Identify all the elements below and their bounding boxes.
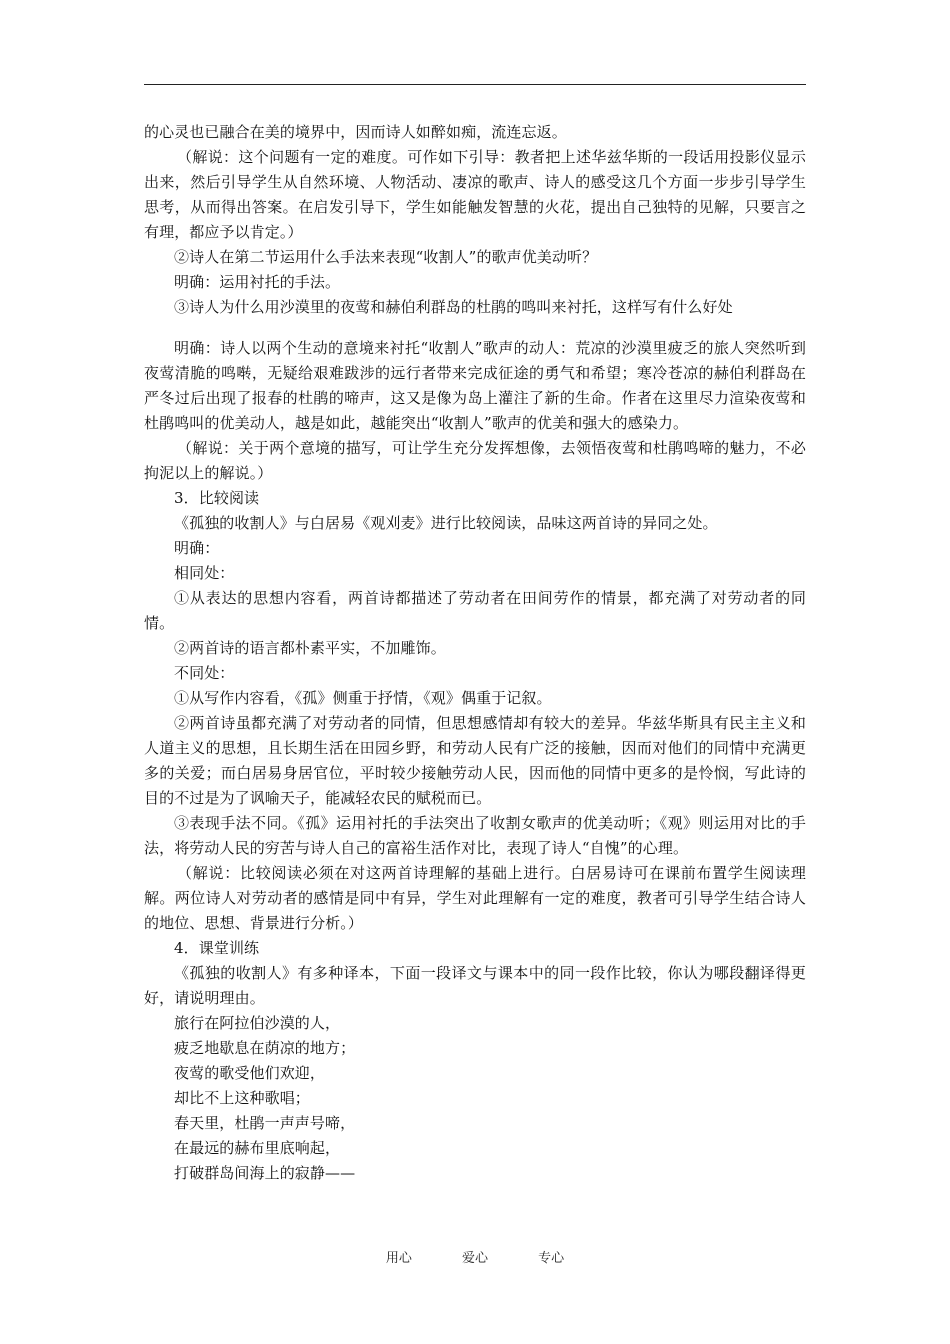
section-heading-4: 4．课堂训练 xyxy=(174,939,260,957)
poem-line: 疲乏地歇息在荫凉的地方； xyxy=(174,1039,356,1057)
differences-label: 不同处： xyxy=(174,664,235,682)
header-rule xyxy=(144,84,806,85)
footer-text: 专心 xyxy=(538,1251,565,1266)
poem-line: 夜莺的歌受他们欢迎， xyxy=(174,1064,326,1082)
paragraph-continuation: 的心灵也已融合在美的境界中，因而诗人如醉如痴，流连忘返。 xyxy=(144,123,567,141)
question-3: ③诗人为什么用沙漠里的夜莺和赫伯利群岛的杜鹃的鸣叫来衬托，这样写有什么好处 xyxy=(174,298,733,316)
explanation-note: （解说：关于两个意境的描写，可让学生充分发挥想像，去领悟夜莺和杜鹃鸣啼的魅力，不必拘泥以上的解说。） xyxy=(144,439,806,482)
explanation-note: （解说：这个问题有一定的难度。可作如下引导：教者把上述华兹华斯的一段话用投影仪显示出来，然后引导学生从自然环境、人物活动、凄凉的歌声、诗人的感受这几个方面一步步引导学生思考，从而得出答案。在启发引导下，学生如能触发智慧的火花，提出自己独特的见解，只要言之有理，都应予以肯定。） xyxy=(144,148,806,241)
comparison-task: 《孤独的收割人》与白居易《观刈麦》进行比较阅读，品味这两首诗的异同之处。 xyxy=(174,514,718,532)
footer-text: 爱心 xyxy=(461,1251,488,1266)
answer-3: 明确：诗人以两个生动的意境来衬托“收割人”歌声的动人：荒凉的沙漠里疲乏的旅人突然听到夜莺清脆的鸣啭，无疑给艰难跋涉的远行者带来完成征途的勇气和希望；寒冷苍凉的赫伯利群岛在严冬过后出现了报春的杜鹃的啼声，这又是像为岛上灌注了新的生命。作者在这里尽力渲染夜莺和杜鹃鸣叫的优美动人，越是如此，越能突出“收割人”歌声的优美和强大的感染力。 xyxy=(144,339,806,432)
answer-2: 明确：运用衬托的手法。 xyxy=(174,273,341,291)
poem-line: 在最远的赫布里底响起， xyxy=(174,1139,341,1157)
translated-poem xyxy=(144,1011,806,1186)
section-heading-3: 3．比较阅读 xyxy=(174,489,260,507)
explanation-note: （解说：比较阅读必须在对这两首诗理解的基础上进行。白居易诗可在课前布置学生阅读理解。两位诗人对劳动者的感情是同中有异，学生对此理解有一定的难度，教者可引导学生结合诗人的地位、思想、背景进行分析。） xyxy=(144,864,806,932)
similarities-label: 相同处： xyxy=(174,564,235,582)
difference-3: ③表现手法不同。《孤》运用衬托的手法突出了收割女歌声的优美动听；《观》则运用对比的手法，将劳动人民的穷苦与诗人自己的富裕生活作对比，表现了诗人“自愧”的心理。 xyxy=(144,814,806,857)
poem-line: 却比不上这种歌唱； xyxy=(174,1089,310,1107)
document-body xyxy=(144,120,806,1186)
answer-label: 明确： xyxy=(174,539,220,557)
difference-2: ②两首诗虽都充满了对劳动者的同情，但思想感情却有较大的差异。华兹华斯具有民主主义和人道主义的思想，且长期生活在田园乡野，和劳动人民有广泛的接触，因而对他们的同情中充满更多的关爱；而白居易身居官位，平时较少接触劳动人民，因而他的同情中更多的是怜悯，写此诗的目的不过是为了讽喻天子，能减轻农民的赋税而已。 xyxy=(144,714,806,807)
page-footer xyxy=(0,1247,950,1266)
training-task: 《孤独的收割人》有多种译本，下面一段译文与课本中的同一段作比较，你认为哪段翻译得更好，请说明理由。 xyxy=(144,964,806,1007)
blank-gap xyxy=(144,320,806,336)
poem-line: 春天里，杜鹃一声声号啼， xyxy=(174,1114,356,1132)
difference-1: ①从写作内容看，《孤》侧重于抒情，《观》偶重于记叙。 xyxy=(174,689,552,707)
similarity-1: ①从表达的思想内容看，两首诗都描述了劳动者在田间劳作的情景，都充满了对劳动者的同情。 xyxy=(144,589,806,632)
question-2: ②诗人在第二节运用什么手法来表现“收割人”的歌声优美动听？ xyxy=(174,248,598,266)
poem-line: 打破群岛间海上的寂静—— xyxy=(174,1164,356,1182)
similarity-2: ②两首诗的语言都朴素平实，不加雕饰。 xyxy=(174,639,446,657)
footer-text: 用心 xyxy=(385,1251,412,1266)
poem-line: 旅行在阿拉伯沙漠的人， xyxy=(174,1014,341,1032)
